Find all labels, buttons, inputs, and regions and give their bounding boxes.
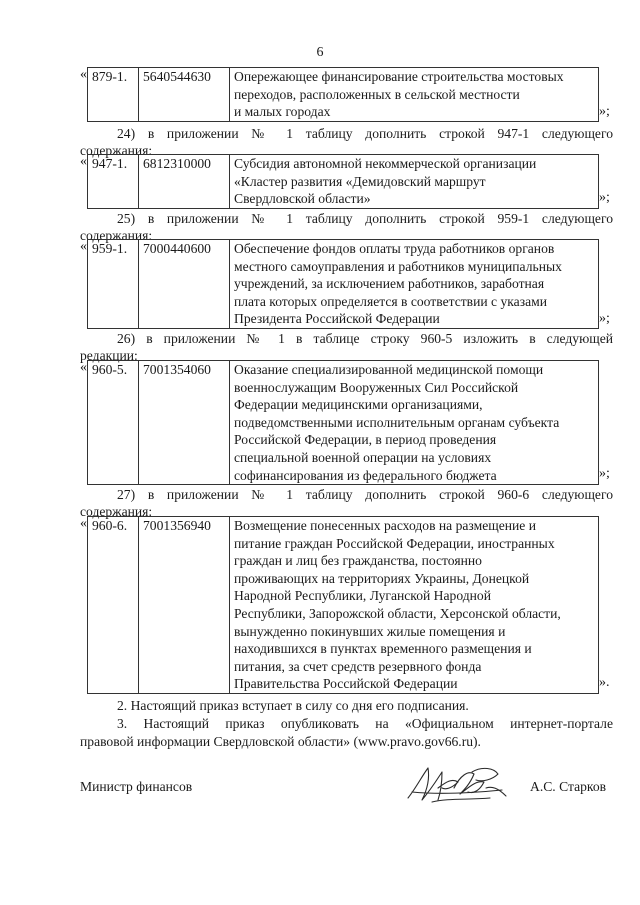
instruction-text: 24) в приложении № 1 таблицу дополнить строкой 947-1 следующего [117,126,613,141]
open-quote: « [80,154,87,169]
row-description-line: Оказание специализированной медицинской помощи [234,362,544,377]
row-description-line: местного самоуправления и работников муниципальных [234,258,562,274]
row-description [230,68,599,122]
row-description-line: находившихся в пунктах временного размещения и [234,641,532,657]
row-description-line: Президента Российской Федерации [234,311,440,327]
row-number: 960-5. [88,361,139,485]
instruction-25-continuation: содержания: [80,228,153,243]
row-description-line: проживающих на территориях Украины, Донецкой [234,570,530,586]
row-description-line: «Кластер развития «Демидовский маршрут [234,173,486,189]
table-row-960-6 [87,516,599,694]
instruction-24 [80,125,613,143]
signatory-position: Министр финансов [80,779,193,794]
close-quote: »; [599,311,610,326]
table-row-959-1 [87,239,599,329]
row-description-line: учреждений, за исключением работников, заработная [234,276,545,292]
row-number: 959-1. [88,240,139,329]
row-code: 5640544630 [139,68,230,122]
row-description [230,155,599,209]
row-description-line: питание граждан Российской Федерации, иностранных [234,535,555,551]
row-description [230,517,599,694]
row-code: 7001356940 [139,517,230,694]
clause-3 [80,715,613,733]
row-description-line: граждан и лиц без гражданства, постоянно [234,553,482,569]
clause-2: 2. Настоящий приказ вступает в силу со дня его подписания. [117,698,469,713]
row-description-line: и малых городах [234,104,331,120]
row-description-line: специальной военной операции на условиях [234,449,492,465]
table-row-879-1 [87,67,599,122]
row-number: 879-1. [88,68,139,122]
instruction-27-continuation: содержания: [80,504,153,519]
row-description-line: Возмещение понесенных расходов на размещение и [234,518,536,533]
signatory-name: А.С. Старков [530,779,607,794]
close-quote: »; [599,466,610,481]
instruction-26 [80,330,613,348]
row-description-line: подведомственными исполнительным органам субъекта [234,414,560,430]
row-description-line: плата которых определяется в соответствии с указами [234,293,547,309]
row-number: 960-6. [88,517,139,694]
page-number: 6 [316,45,324,60]
open-quote: « [80,516,87,531]
open-quote: « [80,360,87,375]
clause-3-text: 3. Настоящий приказ опубликовать на «Официальном интернет-портале [117,716,613,731]
row-number: 947-1. [88,155,139,209]
row-description-line: Российской Федерации, в период проведения [234,432,497,448]
row-description-line: Обеспечение фондов оплаты труда работников органов [234,241,555,256]
instruction-text: 27) в приложении № 1 таблицу дополнить строкой 960-6 следующего [117,487,613,502]
row-description-line: Свердловской области» [234,191,371,207]
row-description-line: переходов, расположенных в сельской местности [234,86,520,102]
close-quote: »; [599,190,610,205]
row-code: 7001354060 [139,361,230,485]
close-quote: »; [599,104,610,119]
row-description-line: питания, за счет средств резервного фонда [234,658,482,674]
instruction-text: 25) в приложении № 1 таблицу дополнить строкой 959-1 следующего [117,211,613,226]
clause-3-continuation: правовой информации Свердловской области» (www.pravo.gov66.ru). [80,734,481,749]
row-description-line: вынужденно покинувших жилые помещения и [234,623,506,639]
instruction-24-continuation: содержания: [80,143,153,158]
row-description-line: Республики, Запорожской области, Херсонской области, [234,605,561,621]
row-description-line: Народной Республики, Луганской Народной [234,588,491,604]
instruction-25 [80,210,613,228]
row-description-line: Субсидия автономной некоммерческой организации [234,156,537,171]
instruction-27 [80,486,613,504]
table-row-960-5 [87,360,599,485]
row-code: 7000440600 [139,240,230,329]
row-description [230,361,599,485]
table-row-947-1 [87,154,599,209]
row-code: 6812310000 [139,155,230,209]
row-description-line: Опережающее финансирование строительства мостовых [234,69,564,84]
close-quote: ». [599,675,610,690]
row-description [230,240,599,329]
row-description-line: Федерации медицинскими организациями, [234,397,483,413]
handwritten-signature [402,758,512,808]
row-description-line: военнослужащим Вооруженных Сил Российской [234,379,519,395]
row-description-line: софинансирования из федерального бюджета [234,467,497,483]
open-quote: « [80,239,87,254]
open-quote: « [80,67,87,82]
row-description-line: Правительства Российской Федерации [234,676,458,692]
instruction-26-continuation: редакции: [80,348,138,363]
instruction-text: 26) в приложении № 1 в таблице строку 960-5 изложить в следующей [117,331,613,346]
